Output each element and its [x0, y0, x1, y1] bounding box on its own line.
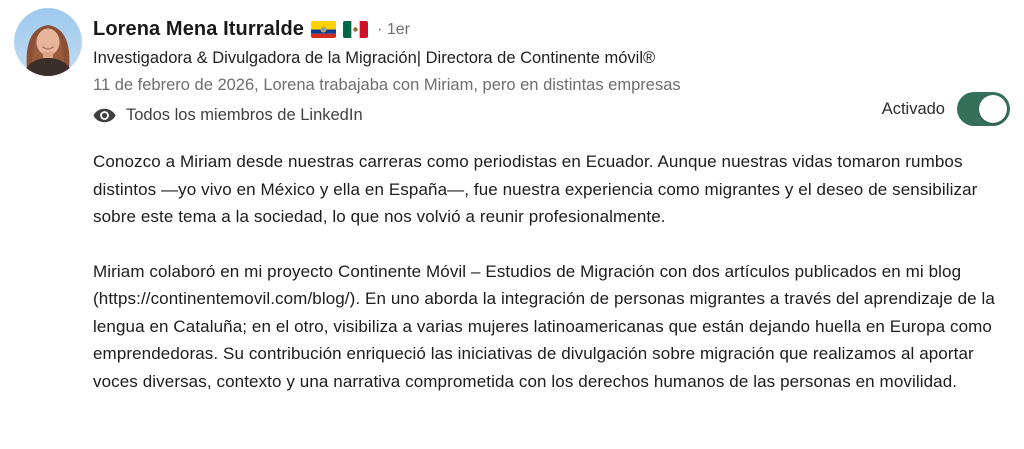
visibility-text: Todos los miembros de LinkedIn — [126, 105, 363, 124]
toggle-label: Activado — [881, 99, 945, 118]
profile-headline: Investigadora & Divulgadora de la Migración| Directora de Continente móvil® — [93, 49, 656, 67]
mexico-flag-icon — [343, 21, 368, 38]
eye-icon — [93, 104, 116, 127]
profile-name[interactable]: Lorena Mena Iturralde — [93, 18, 305, 40]
recommendation-text — [93, 148, 1014, 395]
recommendation-paragraph: Conozco a Miriam desde nuestras carreras como periodistas en Ecuador. Aunque nuestras vidas tomaron rumbos distintos —yo vivo en México y ella en España—, fue nuestra experiencia como migrantes y el deseo de sensibilizar sobre este tema a la sociedad, lo que nos volvió a reunir profesionalmente. — [93, 152, 978, 226]
avatar-photo — [14, 8, 82, 76]
profile-info — [93, 8, 882, 127]
visibility-row — [93, 103, 882, 127]
avatar[interactable] — [14, 8, 82, 76]
visibility-toggle[interactable] — [957, 92, 1010, 126]
toggle-knob — [979, 95, 1007, 123]
ecuador-flag-icon — [311, 21, 336, 38]
recommendation-header — [14, 8, 1010, 127]
connection-degree: · 1er — [377, 20, 410, 38]
name-row — [93, 18, 882, 41]
relationship-context: 11 de febrero de 2026, Lorena trabajaba con Miriam, pero en distintas empresas — [93, 76, 681, 94]
toggle-area — [882, 92, 1010, 126]
recommendation-paragraph: Miriam colaboró en mi proyecto Continente Móvil – Estudios de Migración con dos artículos publicados en mi blog (https://continentemovil.com/blog/). En uno aborda la integración de personas migrantes a través del aprendizaje de la lengua en Cataluña; en el otro, visibiliza a varias mujeres latinoamericanas que están dejando huella en Europa como emprendedoras. Su contribución enriqueció las iniciativas de divulgación sobre migración que realizamos al aportar voces diversas, contexto y una narrativa comprometida con los derechos humanos de las personas en movilidad. — [93, 261, 995, 391]
